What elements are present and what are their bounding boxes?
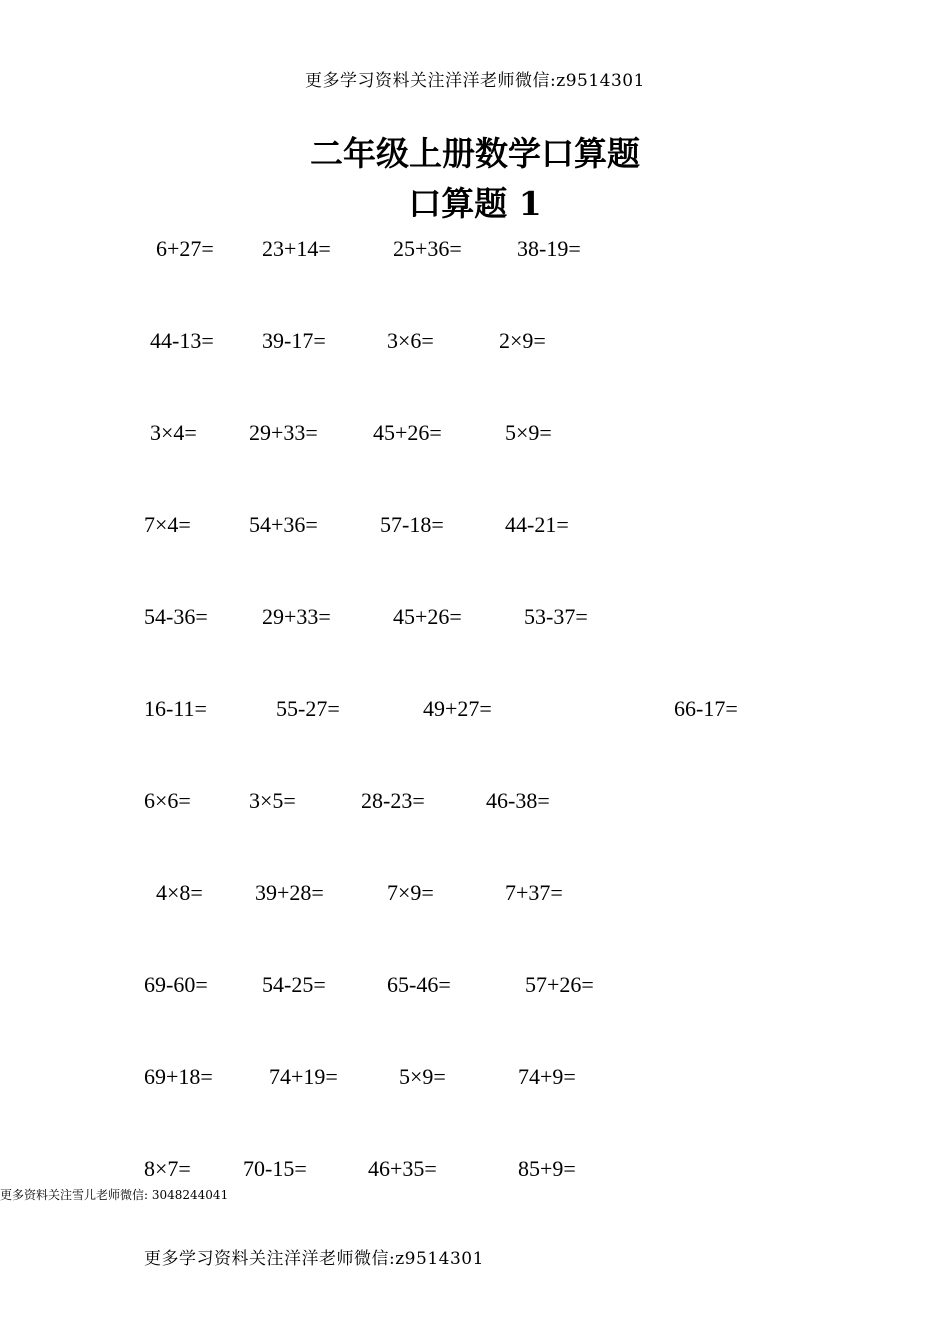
problem: 7×4= <box>144 512 191 537</box>
problem: 6×6= <box>144 788 191 813</box>
problem: 25+36= <box>393 236 462 261</box>
problem: 29+33= <box>262 604 331 629</box>
problem: 65-46= <box>387 972 451 997</box>
problem: 46+35= <box>368 1156 437 1181</box>
page-subtitle: 口算题 1 <box>408 184 542 223</box>
problem: 5×9= <box>505 420 552 445</box>
problem: 46-38= <box>486 788 550 813</box>
problem: 54-36= <box>144 604 208 629</box>
page-title: 二年级上册数学口算题 <box>310 134 640 173</box>
problem: 49+27= <box>423 696 492 721</box>
problem: 3×5= <box>249 788 296 813</box>
problem: 54-25= <box>262 972 326 997</box>
problem: 3×6= <box>387 328 434 353</box>
problem: 55-27= <box>276 696 340 721</box>
problem: 28-23= <box>361 788 425 813</box>
problem: 5×9= <box>399 1064 446 1089</box>
problem: 44-13= <box>150 328 214 353</box>
problem: 4×8= <box>156 880 203 905</box>
problem: 16-11= <box>144 696 207 721</box>
problem: 23+14= <box>262 236 331 261</box>
header-note: 更多学习资料关注洋洋老师微信:z9514301 <box>305 71 645 91</box>
problem: 54+36= <box>249 512 318 537</box>
problem: 45+26= <box>373 420 442 445</box>
problem: 57+26= <box>525 972 594 997</box>
problem: 2×9= <box>499 328 546 353</box>
problem: 66-17= <box>674 696 738 721</box>
problem: 74+9= <box>518 1064 576 1089</box>
problem: 69-60= <box>144 972 208 997</box>
problem: 8×7= <box>144 1156 191 1181</box>
side-note: 更多资料关注雪儿老师微信: 3048244041 <box>0 1188 229 1202</box>
problem: 7+37= <box>505 880 563 905</box>
problem: 38-19= <box>517 236 581 261</box>
problem: 45+26= <box>393 604 462 629</box>
problem: 70-15= <box>243 1156 307 1181</box>
problem: 69+18= <box>144 1064 213 1089</box>
problem: 39-17= <box>262 328 326 353</box>
problem: 53-37= <box>524 604 588 629</box>
problem: 85+9= <box>518 1156 576 1181</box>
problem: 57-18= <box>380 512 444 537</box>
problem: 7×9= <box>387 880 434 905</box>
problem: 44-21= <box>505 512 569 537</box>
problem: 39+28= <box>255 880 324 905</box>
problem: 6+27= <box>156 236 214 261</box>
footer-note: 更多学习资料关注洋洋老师微信:z9514301 <box>144 1249 484 1269</box>
problem: 74+19= <box>269 1064 338 1089</box>
problem: 29+33= <box>249 420 318 445</box>
problem: 3×4= <box>150 420 197 445</box>
